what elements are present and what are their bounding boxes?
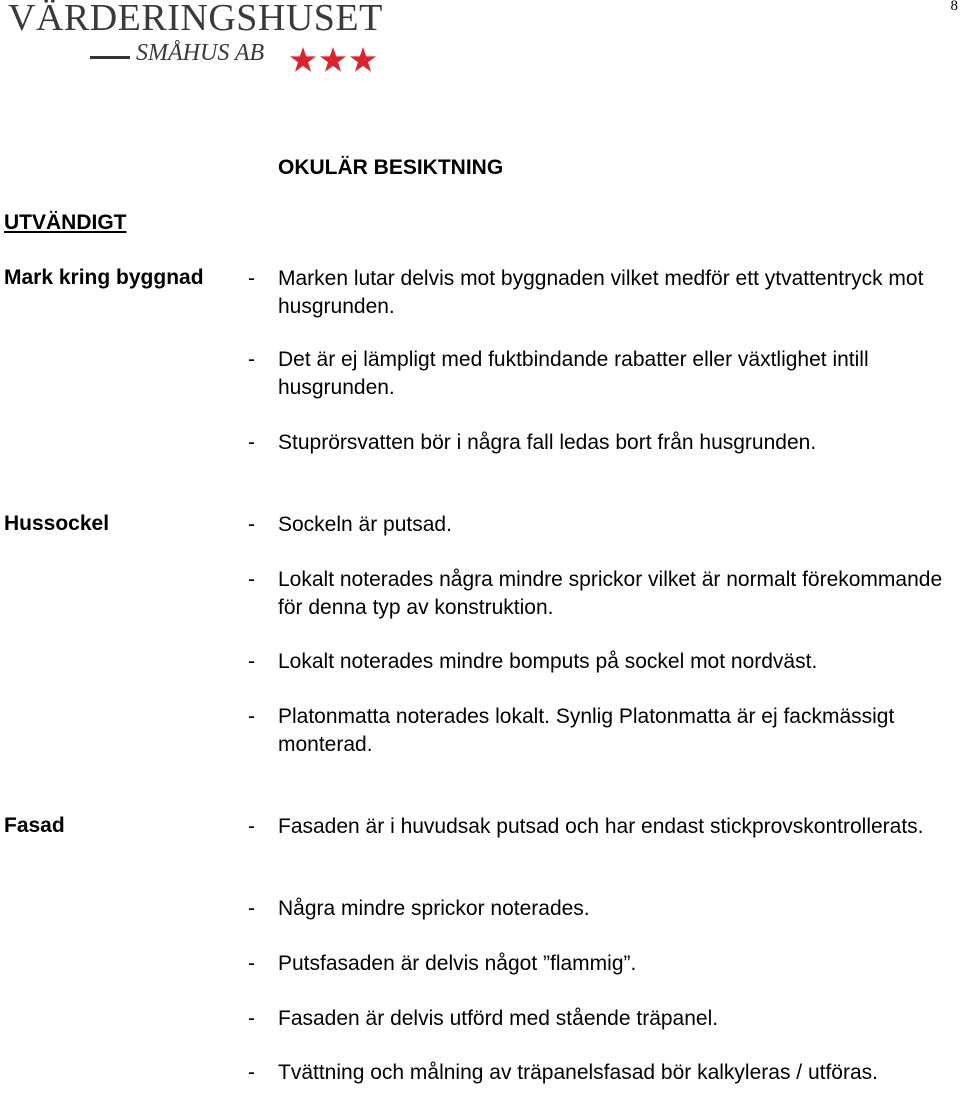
company-logo [4, 0, 384, 82]
page-number: 8 [950, 0, 958, 14]
item-text: Putsfasaden är delvis något ”flammig”. [278, 952, 637, 975]
item-text: Lokalt noterades några mindre sprickor vilket är normalt förekommande för denna typ av konstruktion. [278, 568, 943, 619]
logo-stars-icon [290, 46, 380, 76]
bullet-dash: - [248, 513, 255, 536]
bullet-dash: - [248, 952, 255, 975]
item-text: Några mindre sprickor noterades. [278, 897, 590, 920]
bullet-dash: - [248, 1061, 255, 1084]
page-title: OKULÄR BESIKTNING [278, 156, 504, 179]
logo-wordmark: VÄRDERINGSHUSET [8, 0, 383, 39]
item-text: Tvättning och målning av träpanelsfasad bör kalkyleras / utföras. [278, 1061, 878, 1084]
logo-subtitle: SMÅHUS AB [136, 40, 265, 66]
item-text: Sockeln är putsad. [278, 513, 452, 536]
item-text: Stuprörsvatten bör i några fall ledas bort från husgrunden. [278, 431, 817, 454]
item-text: Platonmatta noterades lokalt. Synlig Platonmatta är ej fackmässigt monterad. [278, 705, 895, 756]
item-text: Fasaden är i huvudsak putsad och har endast stickprovskontrollerats. [278, 815, 924, 838]
bullet-dash: - [248, 705, 255, 728]
star-icon [320, 47, 346, 72]
bullet-dash: - [248, 815, 255, 838]
item-text: Marken lutar delvis mot byggnaden vilket medför ett ytvattentryck mot husgrunden. [278, 267, 924, 318]
section-label-fasad: Fasad [4, 814, 65, 837]
bullet-dash: - [248, 650, 255, 673]
section-label-mark: Mark kring byggnad [4, 266, 204, 289]
star-icon [290, 47, 316, 72]
bullet-dash: - [248, 1007, 255, 1030]
star-icon [350, 47, 376, 72]
section-heading-utvandigt: UTVÄNDIGT [4, 211, 127, 234]
bullet-dash: - [248, 348, 255, 371]
bullet-dash: - [248, 267, 255, 290]
section-label-hussockel: Hussockel [4, 512, 110, 535]
logo-rule [90, 56, 130, 59]
item-text: Lokalt noterades mindre bomputs på sockel mot nordväst. [278, 650, 818, 673]
bullet-dash: - [248, 897, 255, 920]
bullet-dash: - [248, 431, 255, 454]
item-text: Fasaden är delvis utförd med stående träpanel. [278, 1007, 719, 1030]
bullet-dash: - [248, 568, 255, 591]
item-text: Det är ej lämpligt med fuktbindande rabatter eller växtlighet intill husgrunden. [278, 348, 869, 399]
